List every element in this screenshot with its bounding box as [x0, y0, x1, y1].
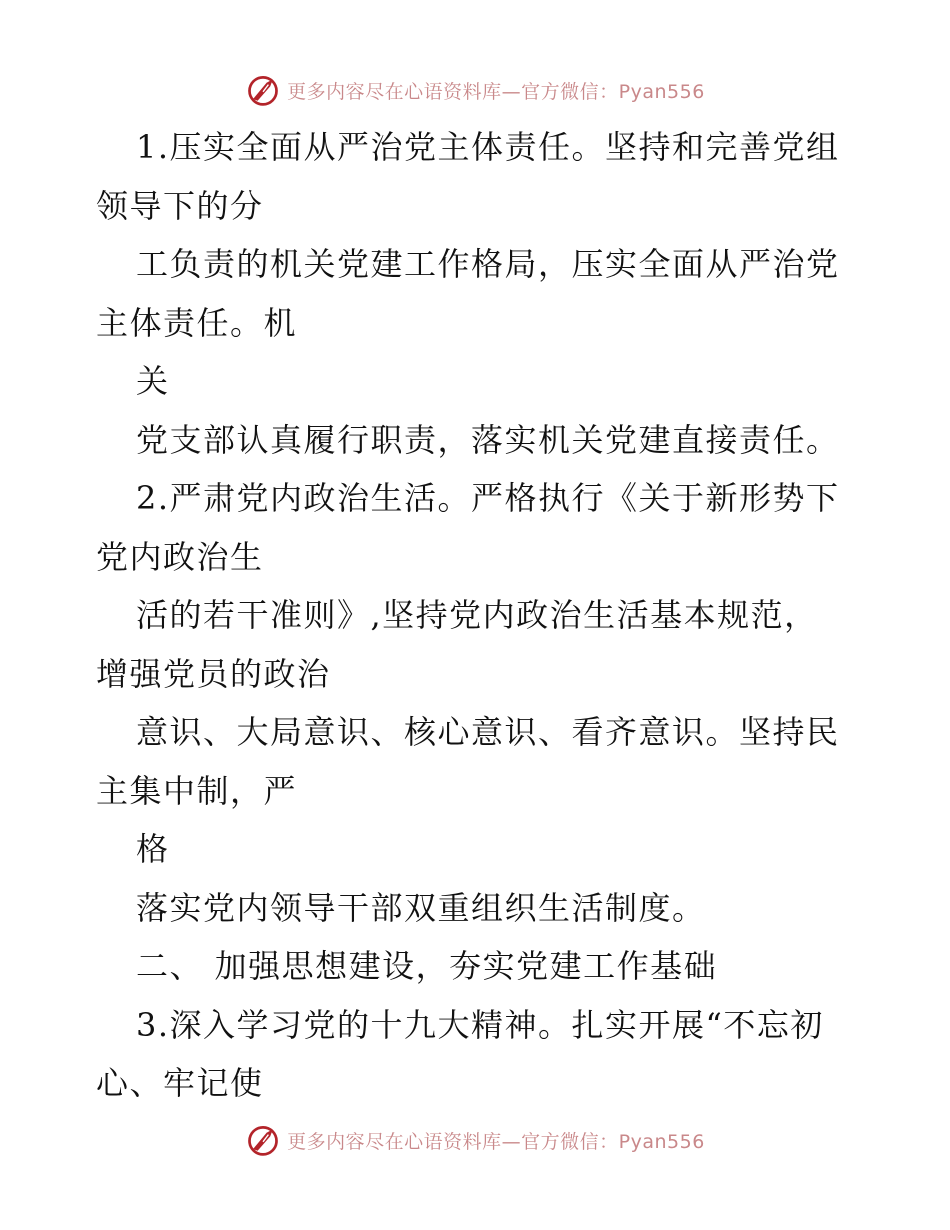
paragraph-line: 党支部认真履行职责，落实机关党建直接责任。: [136, 420, 840, 459]
footer-banner: [0, 1120, 950, 1160]
pen-nib-logo-icon: [245, 1122, 281, 1158]
paragraph-line: 关: [136, 362, 170, 400]
document-body: [96, 118, 856, 1113]
paragraph-line: 活的若干准则》,坚持党内政治生活基本规范，: [136, 596, 818, 634]
paragraph-line: 党内政治生: [96, 537, 264, 576]
paragraph-line: 二、 加强思想建设，夯实党建工作基础: [136, 947, 718, 985]
paragraph-line: 心、牢记使: [96, 1064, 264, 1102]
paragraph-line: 意识、大局意识、核心意识、看齐意识。坚持民: [136, 713, 840, 751]
paragraph-line: 领导下的分: [96, 186, 264, 225]
paragraph-line: 格: [136, 830, 170, 868]
pen-nib-logo-icon: [245, 72, 281, 108]
banner-text: 更多内容尽在心语资料库—官方微信：Pyan556: [287, 80, 705, 103]
paragraph-line: 1.压实全面从严治党主体责任。坚持和完善党组: [136, 128, 840, 166]
paragraph-line: 3.深入学习党的十九大精神。扎实开展“不忘初: [136, 1005, 824, 1044]
header-banner: [0, 70, 950, 110]
paragraph-line: 工负责的机关党建工作格局，压实全面从严治党: [136, 245, 840, 283]
paragraph-line: 主体责任。机: [96, 303, 298, 342]
paragraph-line: 主集中制，严: [96, 771, 298, 810]
paragraph-line: 增强党员的政治: [96, 654, 331, 693]
paragraph-line: 落实党内领导干部双重组织生活制度。: [136, 888, 706, 927]
paragraph-line: 2.严肃党内政治生活。严格执行《关于新形势下: [136, 479, 840, 517]
banner-text: 更多内容尽在心语资料库—官方微信：Pyan556: [287, 1130, 705, 1153]
